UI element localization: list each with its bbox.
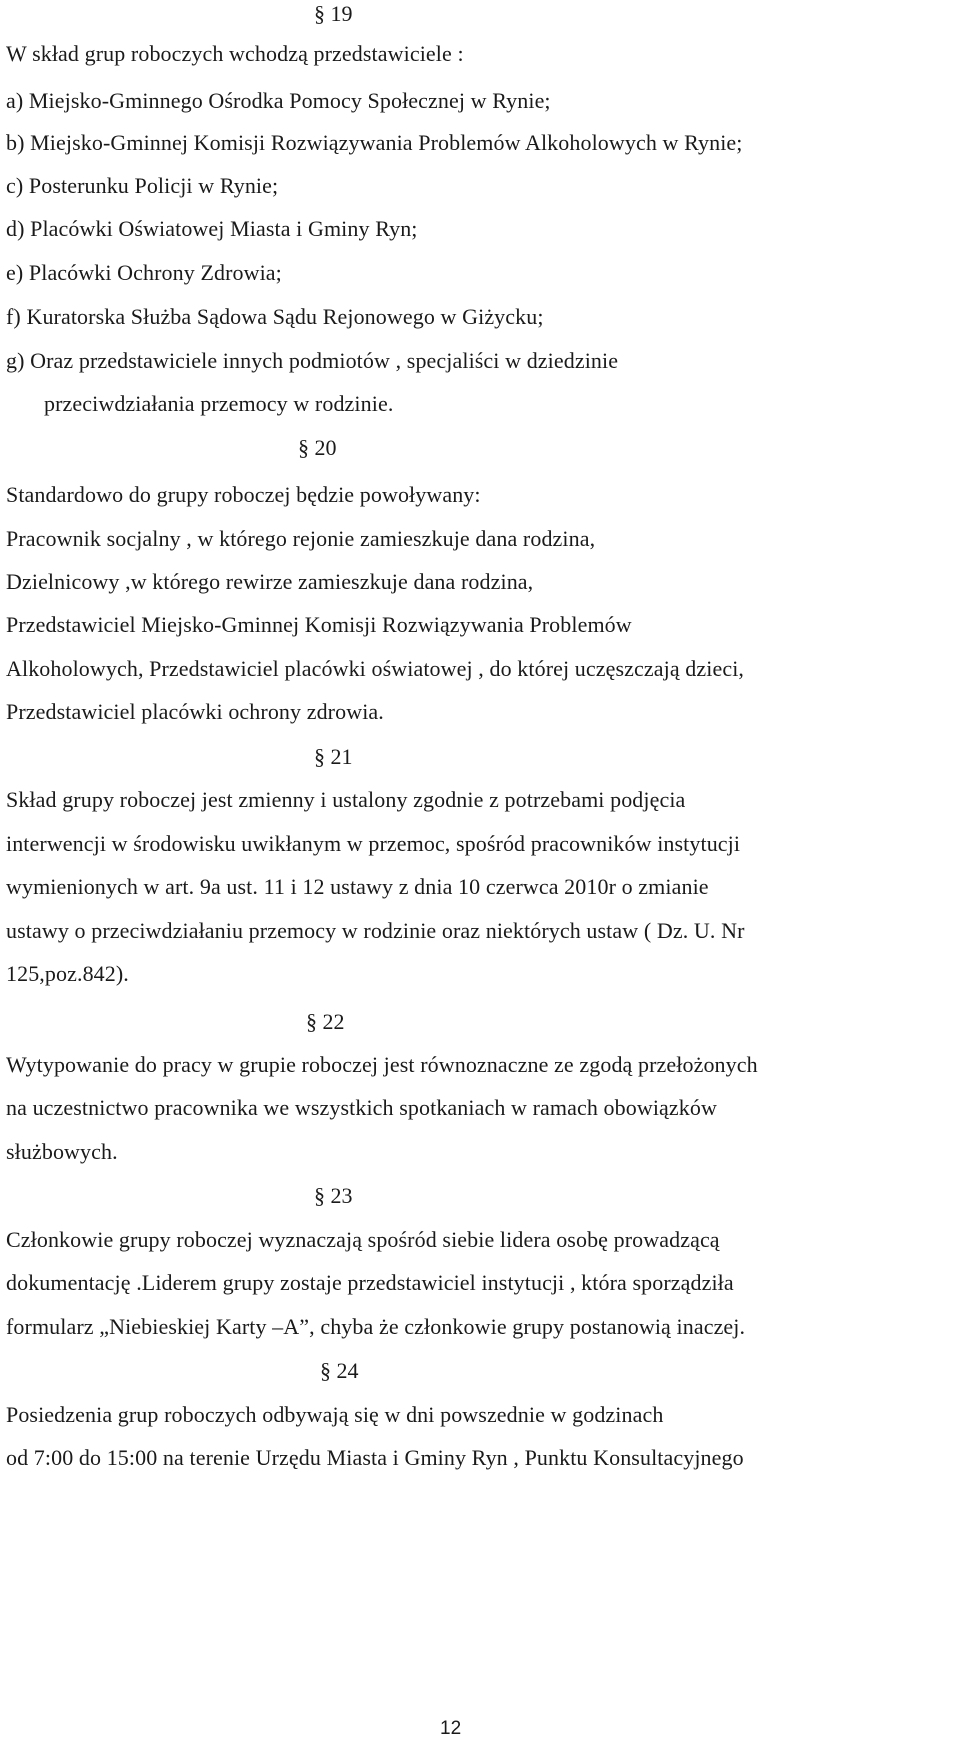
list-item-g: g) Oraz przedstawiciele innych podmiotów , specjaliści w dziedzinie — [6, 348, 619, 373]
paragraph-22-line: na uczestnictwo pracownika we wszystkich spotkaniach w ramach obowiązków — [6, 1095, 717, 1120]
paragraph-20-line: Przedstawiciel placówki ochrony zdrowia. — [6, 699, 384, 724]
paragraph-22-line: służbowych. — [6, 1139, 118, 1164]
list-item-d: d) Placówki Oświatowej Miasta i Gminy Ryn; — [6, 216, 418, 241]
section-22-heading: § 22 — [306, 1009, 345, 1034]
paragraph-21-line: interwencji w środowisku uwikłanym w przemoc, spośród pracowników instytucji — [6, 831, 741, 856]
paragraph-20-line: Standardowo do grupy roboczej będzie powoływany: — [6, 482, 481, 507]
list-item-b: b) Miejsko-Gminnej Komisji Rozwiązywania Problemów Alkoholowych w Rynie; — [6, 130, 743, 155]
paragraph-21-line: wymienionych w art. 9a ust. 11 i 12 ustawy z dnia 10 czerwca 2010r o zmianie — [6, 874, 709, 899]
paragraph-20-line: Dzielnicowy ,w którego rewirze zamieszkuje dana rodzina, — [6, 569, 534, 594]
list-item-a: a) Miejsko-Gminnego Ośrodka Pomocy Społecznej w Rynie; — [6, 88, 551, 113]
paragraph-24-line: od 7:00 do 15:00 na terenie Urzędu Miasta i Gminy Ryn , Punktu Konsultacyjnego — [6, 1445, 744, 1470]
list-item-f: f) Kuratorska Służba Sądowa Sądu Rejonowego w Giżycku; — [6, 304, 544, 329]
paragraph-23-line: dokumentację .Liderem grupy zostaje przedstawiciel instytucji , która sporządziła — [6, 1270, 734, 1295]
paragraph-23-line: formularz „Niebieskiej Karty –A”, chyba że członkowie grupy postanowią inaczej. — [6, 1314, 746, 1339]
section-23-heading: § 23 — [314, 1183, 353, 1208]
paragraph-21-line: ustawy o przeciwdziałaniu przemocy w rodzinie oraz niektórych ustaw ( Dz. U. Nr — [6, 918, 745, 943]
paragraph-20-line: Pracownik socjalny , w którego rejonie zamieszkuje dana rodzina, — [6, 526, 596, 551]
section-21-heading: § 21 — [314, 744, 353, 769]
paragraph-20-line: Alkoholowych, Przedstawiciel placówki oświatowej , do której uczęszczają dzieci, — [6, 656, 745, 681]
paragraph-21-line: 125,poz.842). — [6, 961, 129, 986]
list-item-g-continuation: przeciwdziałania przemocy w rodzinie. — [44, 391, 394, 416]
list-item-c: c) Posterunku Policji w Rynie; — [6, 173, 279, 198]
paragraph-23-line: Członkowie grupy roboczej wyznaczają spośród siebie lidera osobę prowadzącą — [6, 1227, 720, 1252]
section-24-heading: § 24 — [320, 1358, 359, 1383]
page-number: 12 — [440, 1718, 462, 1739]
list-item-e: e) Placówki Ochrony Zdrowia; — [6, 260, 282, 285]
paragraph-19-intro: W skład grup roboczych wchodzą przedstawiciele : — [6, 41, 464, 66]
paragraph-21-line: Skład grupy roboczej jest zmienny i ustalony zgodnie z potrzebami podjęcia — [6, 787, 686, 812]
paragraph-24-line: Posiedzenia grup roboczych odbywają się w dni powszednie w godzinach — [6, 1402, 664, 1427]
section-20-heading: § 20 — [298, 435, 337, 460]
section-19-heading: § 19 — [314, 1, 353, 26]
paragraph-20-line: Przedstawiciel Miejsko-Gminnej Komisji Rozwiązywania Problemów — [6, 612, 632, 637]
paragraph-22-line: Wytypowanie do pracy w grupie roboczej jest równoznaczne ze zgodą przełożonych — [6, 1052, 758, 1077]
